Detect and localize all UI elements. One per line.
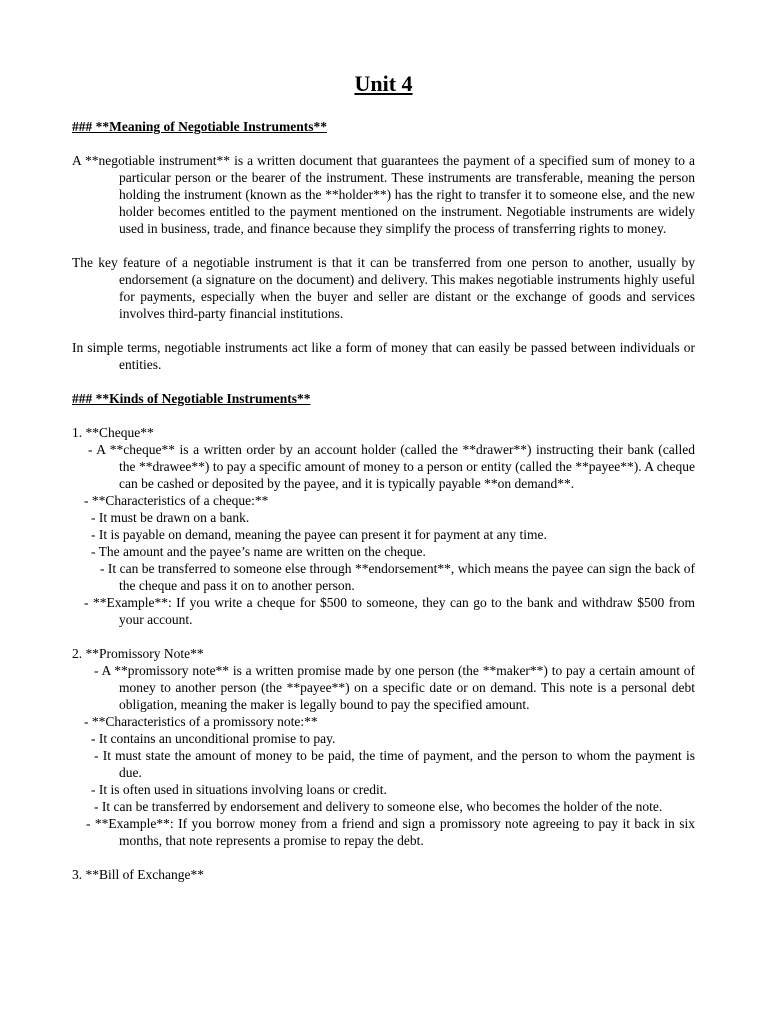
list-item-title-promissory-note: 2. **Promissory Note** [72,646,204,661]
promissory-definition: - A **promissory note** is a written promise made by one person (the **maker**) to pay a certain amount of money to another person (the **payee**) on a specific date or on demand. This note is a personal debt obligation, meaning the maker is legally bound to pay the specified amount. [94,663,695,712]
promissory-characteristics-heading: - **Characteristics of a promissory note:** [84,714,318,729]
document-page [72,70,695,883]
cheque-characteristic: - It is payable on demand, meaning the payee can present it for payment at any time. [91,527,547,542]
cheque-characteristic: - It can be transferred to someone else through **endorsement**, which means the payee can sign the back of the cheque and pass it on to another person. [100,561,695,593]
section-heading-meaning: ### **Meaning of Negotiable Instruments** [72,119,327,134]
promissory-characteristic: - It is often used in situations involving loans or credit. [91,782,387,797]
cheque-characteristic: - It must be drawn on a bank. [91,510,250,525]
paragraph-simple-terms: In simple terms, negotiable instruments act like a form of money that can easily be passed between individuals or entities. [72,340,695,372]
promissory-characteristic: - It contains an unconditional promise to pay. [91,731,336,746]
list-item-title-bill-of-exchange: 3. **Bill of Exchange** [72,867,204,882]
promissory-characteristic: - It must state the amount of money to be paid, the time of payment, and the person to whom the payment is due. [94,748,695,780]
page-title: Unit 4 [354,71,413,96]
paragraph-definition: A **negotiable instrument** is a written document that guarantees the payment of a specified sum of money to a particular person or the bearer of the instrument. These instruments are transferable, meaning the person holding the instrument (known as the **holder**) has the right to transfer it to someone else, and the new holder becomes entitled to the payment mentioned on the instrument. Negotiable instruments are widely used in business, trade, and finance because they simplify the process of transferring rights to money. [72,153,695,236]
list-item-title-cheque: 1. **Cheque** [72,425,154,440]
promissory-example: - **Example**: If you borrow money from a friend and sign a promissory note agreeing to pay it back in six months, that note represents a promise to repay the debt. [86,816,695,848]
cheque-definition: - A **cheque** is a written order by an account holder (called the **drawer**) instructing their bank (called the **drawee**) to pay a specific amount of money to a person or entity (called the **payee**). A cheque can be cashed or deposited by the payee, and it is typically payable **on demand**. [88,442,695,491]
paragraph-key-feature: The key feature of a negotiable instrument is that it can be transferred from one person to another, usually by endorsement (a signature on the document) and delivery. This makes negotiable instruments highly useful for payments, especially when the buyer and seller are distant or the exchange of goods and services involves third-party financial institutions. [72,255,695,321]
cheque-example: - **Example**: If you write a cheque for $500 to someone, they can go to the bank and withdraw $500 from your account. [84,595,695,627]
cheque-characteristics-heading: - **Characteristics of a cheque:** [84,493,269,508]
cheque-characteristic: - The amount and the payee’s name are written on the cheque. [91,544,426,559]
promissory-characteristic: - It can be transferred by endorsement and delivery to someone else, who becomes the holder of the note. [94,799,663,814]
section-heading-kinds: ### **Kinds of Negotiable Instruments** [72,391,311,406]
